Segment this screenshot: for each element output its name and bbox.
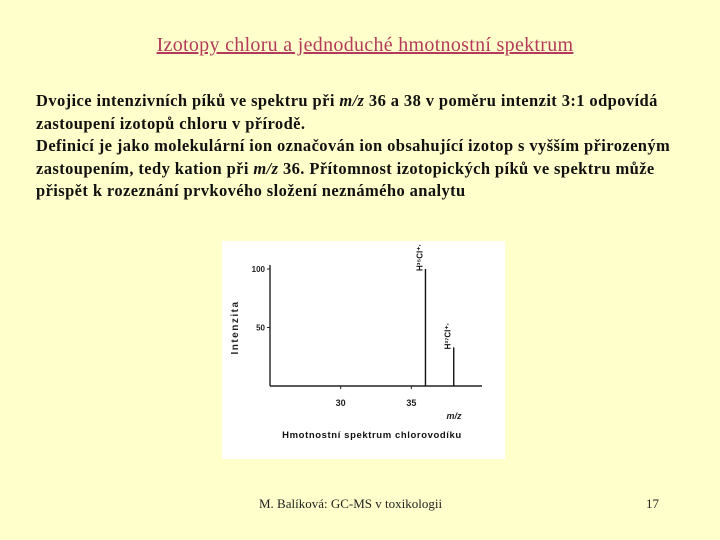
x-axis-label: m/z [446,411,462,421]
x-tick-label-35: 35 [406,398,417,408]
footer-author: M. Balíková: GC-MS v toxikologii [259,496,443,511]
peak-label-38: H³⁷Cl⁺· [443,322,453,350]
chart-svg [222,241,505,459]
paragraph-1-part-b: 36 a 38 v poměru intenzit 3:1 odpovídá zastoupení izotopů chloru v přírodě. [36,91,658,133]
x-tick-label-30: 30 [335,398,346,408]
y-tick-label-100: 100 [251,265,265,274]
mz-symbol: m/z [339,91,365,110]
paragraph-1 [36,90,686,135]
paragraph-2 [36,135,686,203]
peak-label-36: H³⁵Cl⁺· [415,243,425,271]
y-axis-label: Intenzita [230,300,241,355]
mz-symbol-2: m/z [253,158,279,178]
page-number: 17 [646,496,659,511]
paragraph-2-part-b: 36. Přítomnost izotopických píků ve spektru může přispět k rozeznání prvkového složení neznámého analytu [36,158,655,200]
mass-spectrum-chart [222,241,505,459]
chart-title: Hmotnostní spektrum chlorovodíku [282,430,462,441]
slide-title: Izotopy chloru a jednoduché hmotnostní spektrum [156,34,574,56]
paragraph-2-part-a: Definicí je jako molekulární ion označován ion obsahující izotop s vyšším přirozeným zastoupením, tedy kation při [36,136,671,178]
y-tick-label-50: 50 [256,323,265,333]
slide-text [36,90,686,203]
paragraph-1-part-a: Dvojice intenzivních píků ve spektru při [36,91,340,110]
